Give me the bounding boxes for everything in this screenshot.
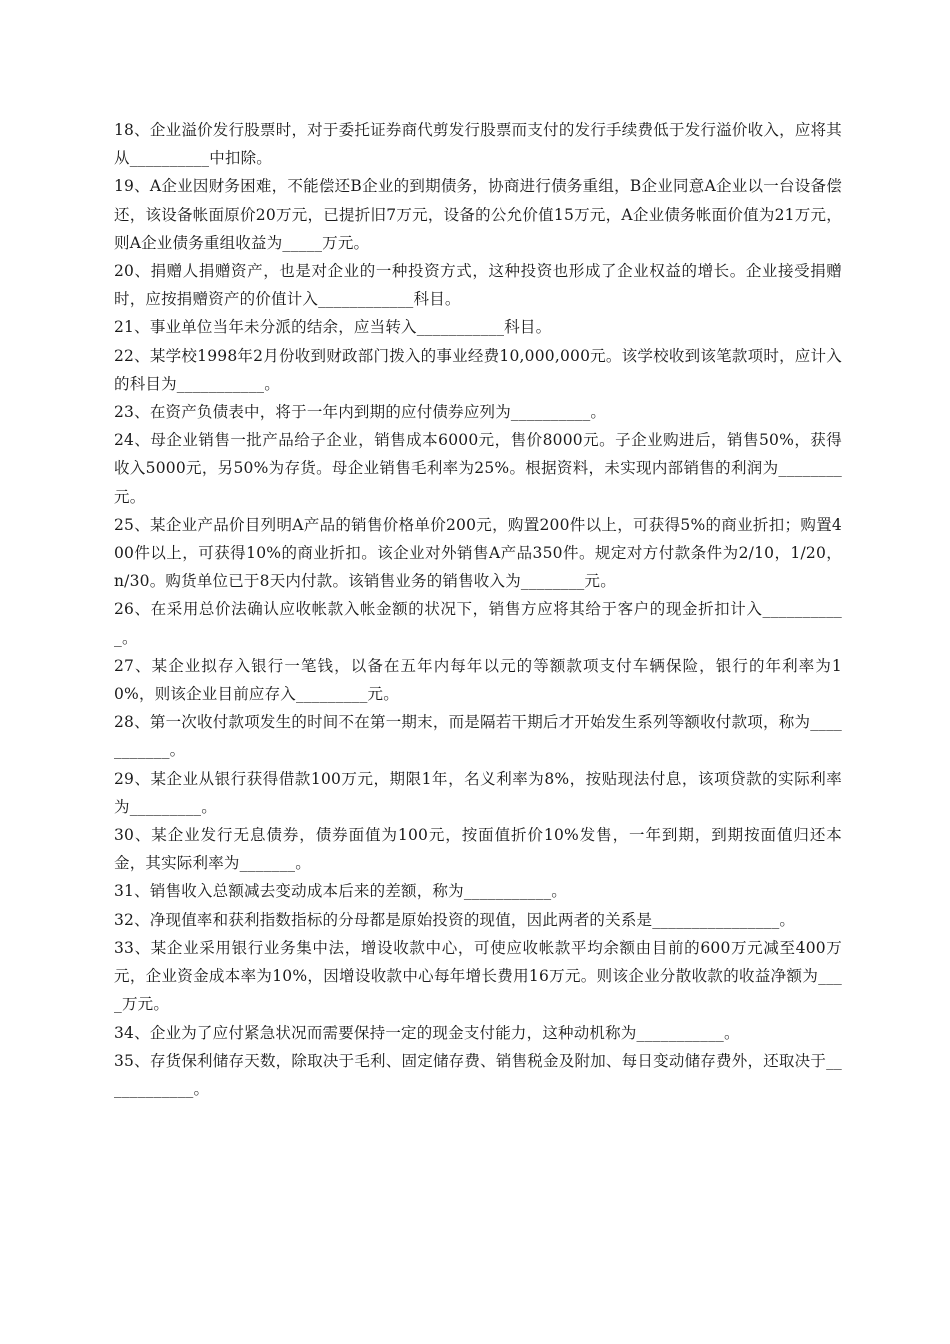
question-30: 30、某企业发行无息债券，债券面值为100元，按面值折价10%发售，一年到期，到期按面值归还本金，其实际利率为_______。: [114, 826, 842, 873]
question-35: 35、存货保利储存天数，除取决于毛利、固定储存费、销售税金及附加、每日变动储存费外，还取决于____________。: [114, 1051, 842, 1098]
question-29: 29、某企业从银行获得借款100万元，期限1年，名义利率为8%，按贴现法付息，该项贷款的实际利率为_________。: [114, 769, 842, 816]
question-32: 32、净现值率和获利指数指标的分母都是原始投资的现值，因此两者的关系是________________。: [114, 910, 796, 929]
question-25: 25、某企业产品价目列明A产品的销售价格单价200元，购置200件以上，可获得5%的商业折扣；购置400件以上，可获得10%的商业折扣。该企业对外销售A产品350件。规定对方付款条件为2/10，1/20，n/30。购货单位已于8天内付款。该销售业务的销售收入为________元。: [114, 515, 842, 591]
question-22: 22、某学校1998年2月份收到财政部门拨入的事业经费10,000,000元。该学校收到该笔款项时，应计入的科目为___________。: [114, 346, 842, 393]
question-34: 34、企业为了应付紧急状况而需要保持一定的现金支付能力，这种动机称为___________。: [114, 1023, 740, 1042]
question-21: 21、事业单位当年未分派的结余，应当转入___________科目。: [114, 318, 552, 337]
question-23: 23、在资产负债表中，将于一年内到期的应付债券应列为__________。: [114, 403, 607, 422]
document-page: [114, 116, 842, 1103]
question-18: 18、企业溢价发行股票时，对于委托证券商代剪发行股票而支付的发行手续费低于发行溢价收入，应将其从__________中扣除。: [114, 121, 842, 168]
question-28: 28、第一次收付款项发生的时间不在第一期末，而是隔若干期后才开始发生系列等额收付款项，称为___________。: [114, 713, 842, 760]
question-27: 27、某企业拟存入银行一笔钱，以备在五年内每年以元的等额款项支付车辆保险，银行的年利率为10%，则该企业目前应存入_________元。: [114, 656, 842, 704]
question-19: 19、A企业因财务困难，不能偿还B企业的到期债务，协商进行债务重组，B企业同意A企业以一台设备偿还，该设备帐面原价20万元，已提折旧7万元，设备的公允价值15万元，A企业债务帐面价值为21万元，则A企业债务重组收益为_____万元。: [114, 177, 842, 252]
question-33: 33、某企业采用银行业务集中法，增设收款中心，可使应收帐款平均余额由目前的600万元减至400万元，企业资金成本率为10%，因增设收款中心每年增长费用16万元。则该企业分散收款的收益净额为____万元。: [114, 938, 842, 1014]
question-24: 24、母企业销售一批产品给子企业，销售成本6000元，售价8000元。子企业购进后，销售50%，获得收入5000元，另50%为存货。母企业销售毛利率为25%。根据资料，未实现内部销售的利润为________元。: [114, 431, 842, 506]
question-20: 20、捐赠人捐赠资产，也是对企业的一种投资方式，这种投资也形成了企业权益的增长。企业接受捐赠时，应按捐赠资产的价值计入____________科目。: [114, 262, 842, 309]
question-31: 31、销售收入总额减去变动成本后来的差额，称为___________。: [114, 882, 567, 901]
question-26: 26、在采用总价法确认应收帐款入帐金额的状况下，销售方应将其给于客户的现金折扣计入___________。: [114, 600, 842, 647]
